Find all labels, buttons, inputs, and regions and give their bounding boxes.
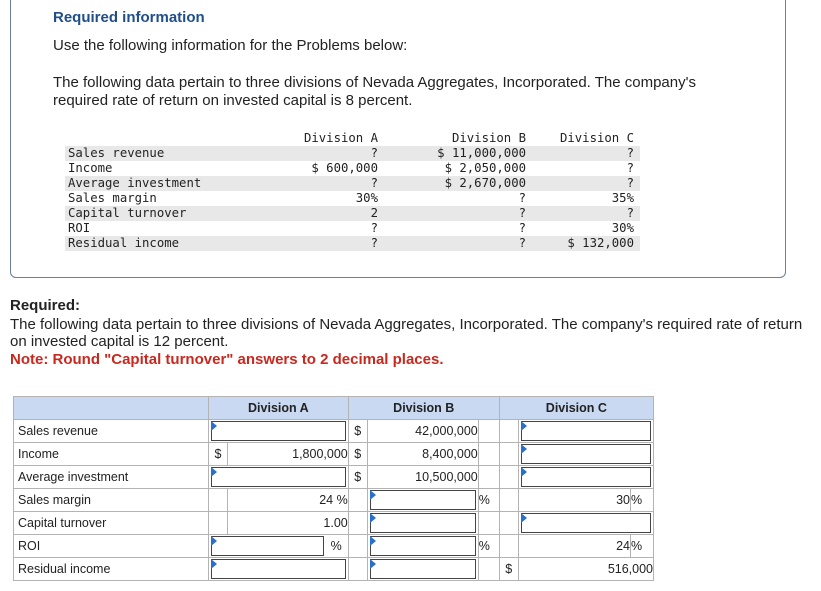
- given-row: Capital turnover 2 ? ?: [65, 206, 640, 221]
- input-marker-icon: [370, 490, 376, 500]
- input-marker-icon: [211, 536, 217, 546]
- input-marker-icon: [211, 421, 217, 431]
- table-row: Sales margin 24 % % 30 %: [14, 489, 654, 512]
- c-roi-value: 24: [518, 535, 630, 558]
- a-residual-income-input[interactable]: [211, 559, 346, 579]
- answer-table: [13, 396, 654, 581]
- input-marker-icon: [521, 444, 527, 454]
- b-income-value: 8,400,000: [367, 443, 478, 466]
- given-header-row: [65, 131, 640, 146]
- table-row: Income $ 1,800,000 $ 8,400,000: [14, 443, 654, 466]
- rounding-note: Note: Round "Capital turnover" answers to 2 decimal places.: [10, 351, 444, 368]
- given-row: Sales revenue ? $ 11,000,000 ?: [65, 146, 640, 161]
- answer-header-c: Division C: [499, 397, 653, 420]
- a-avg-investment-input[interactable]: [211, 467, 346, 487]
- table-row: Capital turnover 1.00: [14, 512, 654, 535]
- c-income-input[interactable]: [521, 444, 651, 464]
- given-row: ROI ? ? 30%: [68, 221, 634, 235]
- a-sales-margin-value: 24 %: [228, 489, 349, 512]
- input-marker-icon: [521, 421, 527, 431]
- a-capital-turnover-value: 1.00: [228, 512, 349, 535]
- answer-header-a: Division A: [209, 397, 349, 420]
- c-sales-margin-value: 30: [518, 489, 630, 512]
- answer-header-b: Division B: [348, 397, 499, 420]
- input-marker-icon: [521, 513, 527, 523]
- a-roi-input[interactable]: [211, 536, 324, 556]
- table-row: Average investment $ 10,500,000: [14, 466, 654, 489]
- given-row: Income $ 600,000 $ 2,050,000 ?: [68, 161, 634, 175]
- given-header-c: Division C: [559, 131, 634, 145]
- info-title: Required information: [53, 9, 205, 26]
- given-data-table: [65, 131, 640, 251]
- b-residual-income-input[interactable]: [370, 559, 476, 579]
- row-label: Sales revenue: [14, 420, 209, 443]
- input-marker-icon: [211, 467, 217, 477]
- required-heading: Required:: [10, 297, 81, 314]
- answer-header-row: [14, 397, 654, 420]
- info-subtitle: Use the following information for the Problems below:: [53, 37, 408, 54]
- given-row: Sales margin 30% ? 35%: [68, 191, 634, 205]
- c-sales-revenue-input[interactable]: [521, 421, 651, 441]
- table-row: ROI % % 24 %: [14, 535, 654, 558]
- table-row: Residual income $ 516,000: [14, 558, 654, 581]
- b-avg-investment-value: 10,500,000: [367, 466, 478, 489]
- input-marker-icon: [211, 559, 217, 569]
- input-marker-icon: [370, 559, 376, 569]
- required-paragraph: The following data pertain to three divisions of Nevada Aggregates, Incorporated. The company's required rate of return on invested capital is 12 percent.: [10, 316, 803, 350]
- given-row: Residual income ? ? $ 132,000: [65, 236, 640, 251]
- given-row: Average investment ? $ 2,670,000 ?: [65, 176, 640, 191]
- a-sales-revenue-input[interactable]: [211, 421, 346, 441]
- table-row: Sales revenue $ 42,000,000: [14, 420, 654, 443]
- input-marker-icon: [370, 513, 376, 523]
- b-sales-revenue-value: 42,000,000: [367, 420, 478, 443]
- given-header-b: Division B: [451, 131, 526, 145]
- given-header-a: Division A: [303, 131, 378, 145]
- c-avg-investment-input[interactable]: [521, 467, 651, 487]
- b-sales-margin-input[interactable]: [370, 490, 476, 510]
- b-roi-input[interactable]: [370, 536, 476, 556]
- input-marker-icon: [521, 467, 527, 477]
- input-marker-icon: [370, 536, 376, 546]
- c-residual-income-value: 516,000: [518, 558, 653, 581]
- a-income-value: 1,800,000: [228, 443, 349, 466]
- c-capital-turnover-input[interactable]: [521, 513, 651, 533]
- info-paragraph: The following data pertain to three divisions of Nevada Aggregates, Incorporated. The company's required rate of return on invested capital is 8 percent.: [53, 74, 696, 109]
- b-capital-turnover-input[interactable]: [370, 513, 476, 533]
